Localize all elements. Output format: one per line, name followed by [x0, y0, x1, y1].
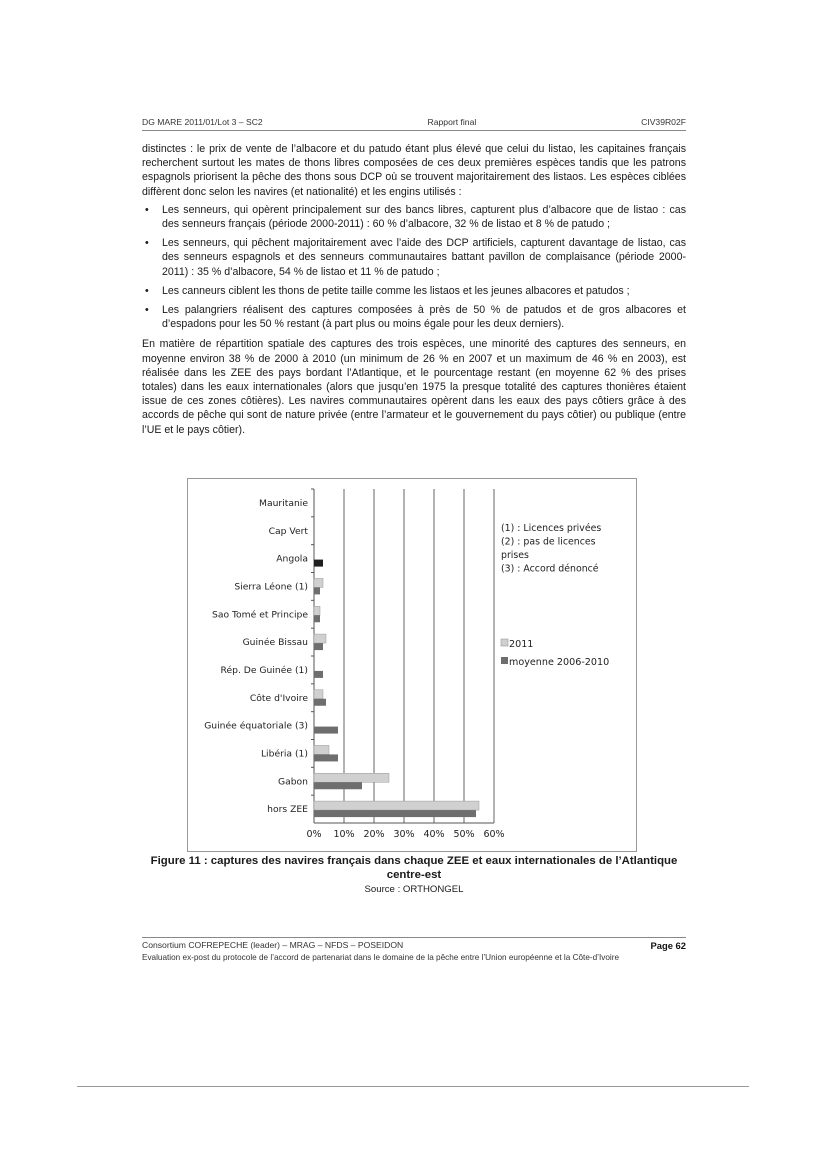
- category-label: hors ZEE: [267, 804, 308, 816]
- legend-label: 2011: [509, 639, 534, 650]
- caption-line-1: Figure 11 : captures des navires français dans chaque ZEE et eaux internationales de l’Atlantique: [150, 855, 678, 867]
- bullet-icon: •: [145, 203, 149, 216]
- x-tick-label: 20%: [363, 829, 385, 840]
- bar-chart: [188, 479, 636, 851]
- legend-swatch: [501, 657, 508, 664]
- category-label: Sierra Léone (1): [234, 581, 308, 593]
- chart-note: (1) : Licences privées: [501, 523, 602, 534]
- category-label: Sao Tomé et Principe: [212, 609, 308, 621]
- chart-note: (3) : Accord dénoncé: [501, 563, 599, 575]
- page-number: Page 62: [650, 940, 686, 951]
- category-label: Libéria (1): [260, 748, 308, 760]
- bar-moyenne: [314, 671, 323, 678]
- bar-moyenne: [314, 782, 362, 789]
- intro-paragraph: distinctes : le prix de vente de l’albacore et du patudo étant plus élevé que celui du listao, les capitaines français recherchent surtout les mates de thons libres composées de ces deux premières espèces tandis que les patrons espagnols priorisent la pêche des thons sous DCP où se trouvent majoritairement des listaos. Les espèces ciblées diffèrent donc selon les navires (et nationalité) et les engins utilisés :: [142, 143, 686, 198]
- list-item: • Les palangriers réalisent des captures composées à près de 50 % de patudos et de gros albacores et d’espadons pour les 50 % restant (à part plus ou moins égale pour les deux derniers).: [145, 304, 686, 331]
- header-center: Rapport final: [427, 117, 477, 127]
- bar-2011: [314, 745, 329, 754]
- footer-rule: [142, 937, 686, 938]
- bar-2011: [314, 773, 389, 782]
- list-item: • Les senneurs, qui pêchent majoritairement avec l’aide des DCP artificiels, capturent davantage de listao, cas des senneurs espagnols et des senneurs communautaires battant pavillon de complaisance (période 2000-2011) : 35 % d’albacore, 54 % de listao et 11 % de patudo ;: [145, 237, 686, 278]
- category-label: Angola: [276, 553, 308, 565]
- bar-moyenne: [314, 699, 326, 706]
- list-item: • Les senneurs, qui opèrent principalement sur des bancs libres, capturent plus d’albacore que de listao : cas des senneurs français (période 2000-2011) : 60 % d’albacore, 32 % de listao et 8 % de patudo ;: [145, 203, 686, 231]
- header-rule: [142, 130, 686, 131]
- page-header: [142, 117, 686, 127]
- header-left: DG MARE 2011/01/Lot 3 – SC2: [142, 117, 263, 127]
- caption-line-2: centre-est: [386, 869, 442, 881]
- category-label: Côte d'Ivoire: [249, 692, 308, 704]
- chart-note: prises: [501, 550, 529, 561]
- spatial-paragraph: En matière de répartition spatiale des captures des trois espèces, une minorité des captures des senneurs, en moyenne environ 38 % de 2000 à 2010 (un minimum de 26 % en 2007 et un maximum de 46 % en 2003), est réalisée dans les ZEE des pays bordant l’Atlantique, et le pourcentage restant (en moyenne 62 % des prises totales) dans les eaux internationales (alors que jusqu’en 1975 la presque totalité des captures thonières étaient issue de ces zones côtières). Les navires communautaires opèrent dans les eaux des pays côtiers grâce à des accords de pêche qui sont de nature privée (entre l’armateur et le gouvernement du pays côtier) ou publique (entre l’UE et le pays côtier).: [142, 338, 686, 436]
- page-footer: [142, 940, 686, 951]
- category-label: Cap Vert: [268, 525, 308, 537]
- category-label: Mauritanie: [259, 497, 308, 509]
- bar-2011: [314, 606, 320, 615]
- x-tick-label: 40%: [423, 829, 445, 840]
- bullet-list: [142, 203, 686, 332]
- bullet-icon: •: [145, 237, 149, 250]
- footer-consortium: Consortium COFREPECHE (leader) – MRAG – NFDS – POSEIDON: [142, 940, 404, 950]
- bullet-icon: •: [145, 304, 149, 317]
- x-tick-label: 50%: [453, 829, 475, 840]
- x-tick-label: 10%: [333, 829, 355, 840]
- figure-caption: [142, 854, 686, 882]
- footer-subtitle: Evaluation ex-post du protocole de l’accord de partenariat dans le domaine de la pêche entre l’Union européenne et la Côte-d’Ivoire: [142, 953, 619, 962]
- category-label: Rép. De Guinée (1): [220, 664, 308, 676]
- bar-moyenne: [314, 615, 320, 622]
- bottom-rule: [77, 1086, 749, 1087]
- chart-note: (2) : pas de licences: [501, 536, 596, 548]
- bar-moyenne: [314, 587, 320, 594]
- figure-source: Source : ORTHONGEL: [364, 884, 464, 895]
- category-label: Guinée Bissau: [242, 637, 308, 649]
- bar-2011: [314, 801, 479, 810]
- x-tick-label: 60%: [483, 829, 505, 840]
- legend-label: moyenne 2006-2010: [509, 657, 610, 668]
- legend-swatch: [501, 639, 508, 646]
- bullet-icon: •: [145, 284, 149, 297]
- bar-moyenne: [314, 727, 338, 734]
- bar-moyenne: [314, 643, 323, 650]
- x-tick-label: 0%: [306, 829, 322, 840]
- header-right: CIV39R02F: [641, 117, 686, 127]
- list-item: • Les canneurs ciblent les thons de petite taille comme les listaos et les jeunes albacores et patudos ;: [145, 284, 630, 297]
- bar-moyenne: [314, 754, 338, 761]
- bar-2011: [314, 634, 326, 643]
- x-tick-label: 30%: [393, 829, 415, 840]
- body-text: [142, 142, 686, 441]
- category-label: Gabon: [277, 776, 308, 788]
- bar-moyenne: [314, 810, 476, 817]
- chart-frame: [187, 478, 637, 852]
- category-label: Guinée équatoriale (3): [204, 720, 308, 732]
- bar-moyenne: [314, 560, 323, 567]
- bar-2011: [314, 578, 323, 587]
- bar-2011: [314, 690, 323, 699]
